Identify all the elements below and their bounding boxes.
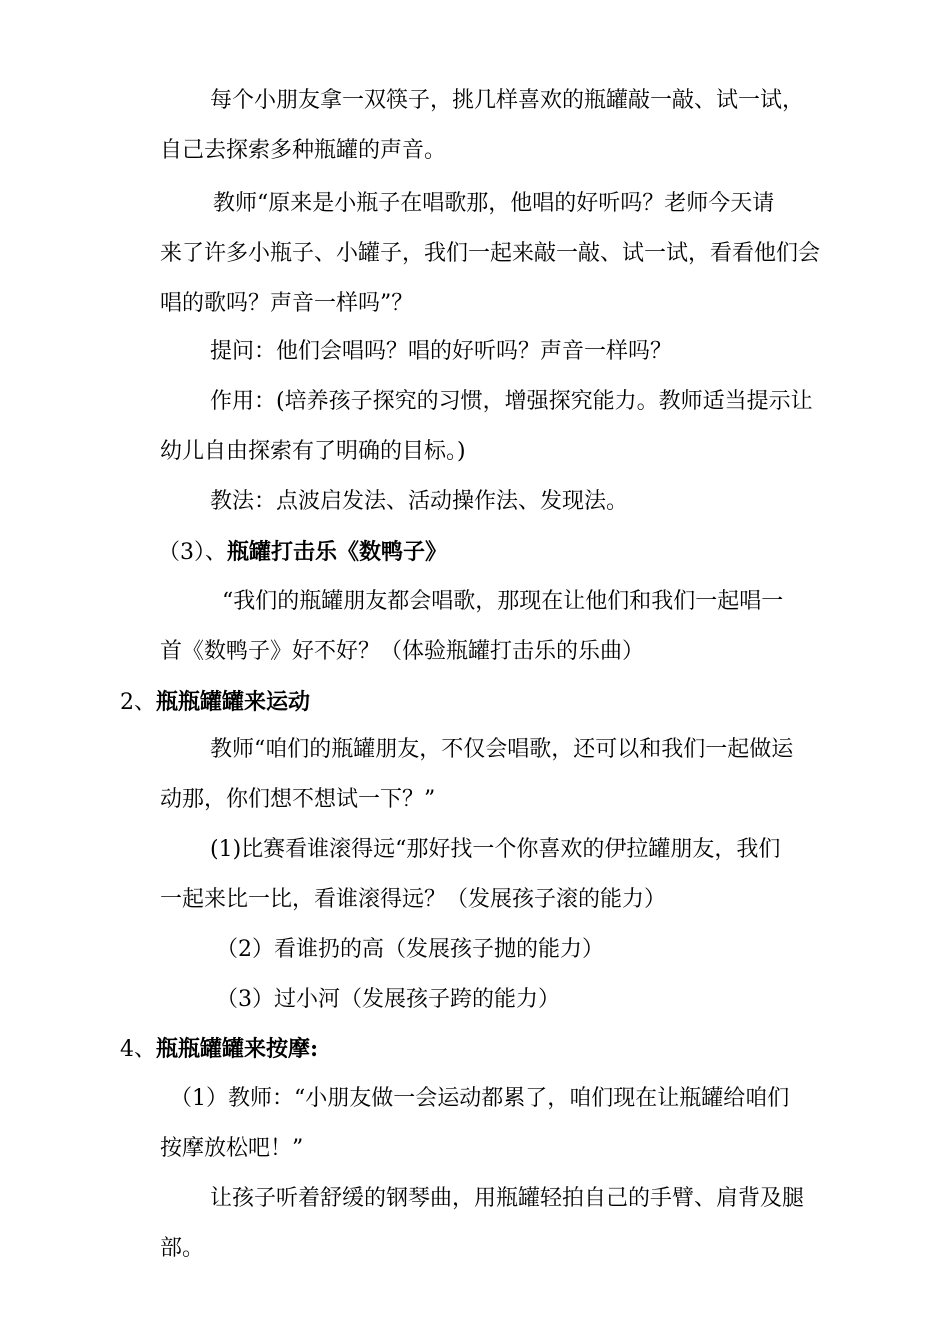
section-heading-2	[120, 686, 310, 718]
paragraph-line: 首《数鸭子》好不好？（体验瓶罐打击乐的乐曲）	[160, 639, 645, 664]
paragraph-line: 每个小朋友拿一双筷子，挑几样喜欢的瓶罐敲一敲、试一试，	[210, 88, 805, 113]
paragraph-line: 一起来比一比，看谁滚得远？（发展孩子滚的能力）	[160, 887, 667, 912]
paragraph-line: 动那，你们想不想试一下？”	[160, 787, 436, 812]
paragraph-line: 按摩放松吧！”	[160, 1136, 304, 1161]
section-heading-3	[158, 536, 447, 568]
section-number: 4、	[120, 1037, 156, 1062]
paragraph-line: 教师“原来是小瓶子在唱歌那，他唱的好听吗？老师今天请	[213, 191, 775, 216]
paragraph-line: （1）教师：“小朋友做一会运动都累了，咱们现在让瓶罐给咱们	[170, 1086, 790, 1111]
paragraph-line: 教师“咱们的瓶罐朋友，不仅会唱歌，还可以和我们一起做运	[210, 737, 794, 762]
paragraph-line: （3）过小河（发展孩子跨的能力）	[216, 987, 560, 1012]
paragraph-line: 幼儿自由探索有了明确的目标。)	[160, 439, 466, 464]
paragraph-line: 教法：点波启发法、活动操作法、发现法。	[210, 489, 629, 514]
section-heading-4	[120, 1033, 318, 1065]
paragraph-line: （2）看谁扔的高（发展孩子抛的能力）	[216, 937, 604, 962]
section-title: 瓶罐打击乐《数鸭子》	[227, 539, 448, 565]
section-title: 瓶瓶罐罐来运动	[156, 689, 311, 715]
paragraph-line: 部。	[160, 1236, 205, 1261]
paragraph-line: 来了许多小瓶子、小罐子，我们一起来敲一敲、试一试，看看他们会	[160, 241, 821, 266]
section-title: 瓶瓶罐罐来按摩:	[156, 1036, 319, 1062]
paragraph-line: (1)比赛看谁滚得远“那好找一个你喜欢的伊拉罐朋友，我们	[210, 837, 781, 862]
paragraph-line: 让孩子听着舒缓的钢琴曲，用瓶罐轻拍自己的手臂、肩背及腿	[210, 1186, 805, 1211]
paragraph-line: 唱的歌吗？声音一样吗”？	[160, 291, 414, 316]
section-number: （3）、	[158, 540, 227, 565]
paragraph-line: “我们的瓶罐朋友都会唱歌，那现在让他们和我们一起唱一	[222, 589, 784, 614]
paragraph-line: 提问：他们会唱吗？唱的好听吗？声音一样吗？	[210, 339, 673, 364]
section-number: 2、	[120, 690, 156, 715]
paragraph-line: 作用：(培养孩子探究的习惯，增强探究能力。教师适当提示让	[210, 389, 813, 414]
paragraph-line: 自己去探索多种瓶罐的声音。	[160, 138, 447, 163]
